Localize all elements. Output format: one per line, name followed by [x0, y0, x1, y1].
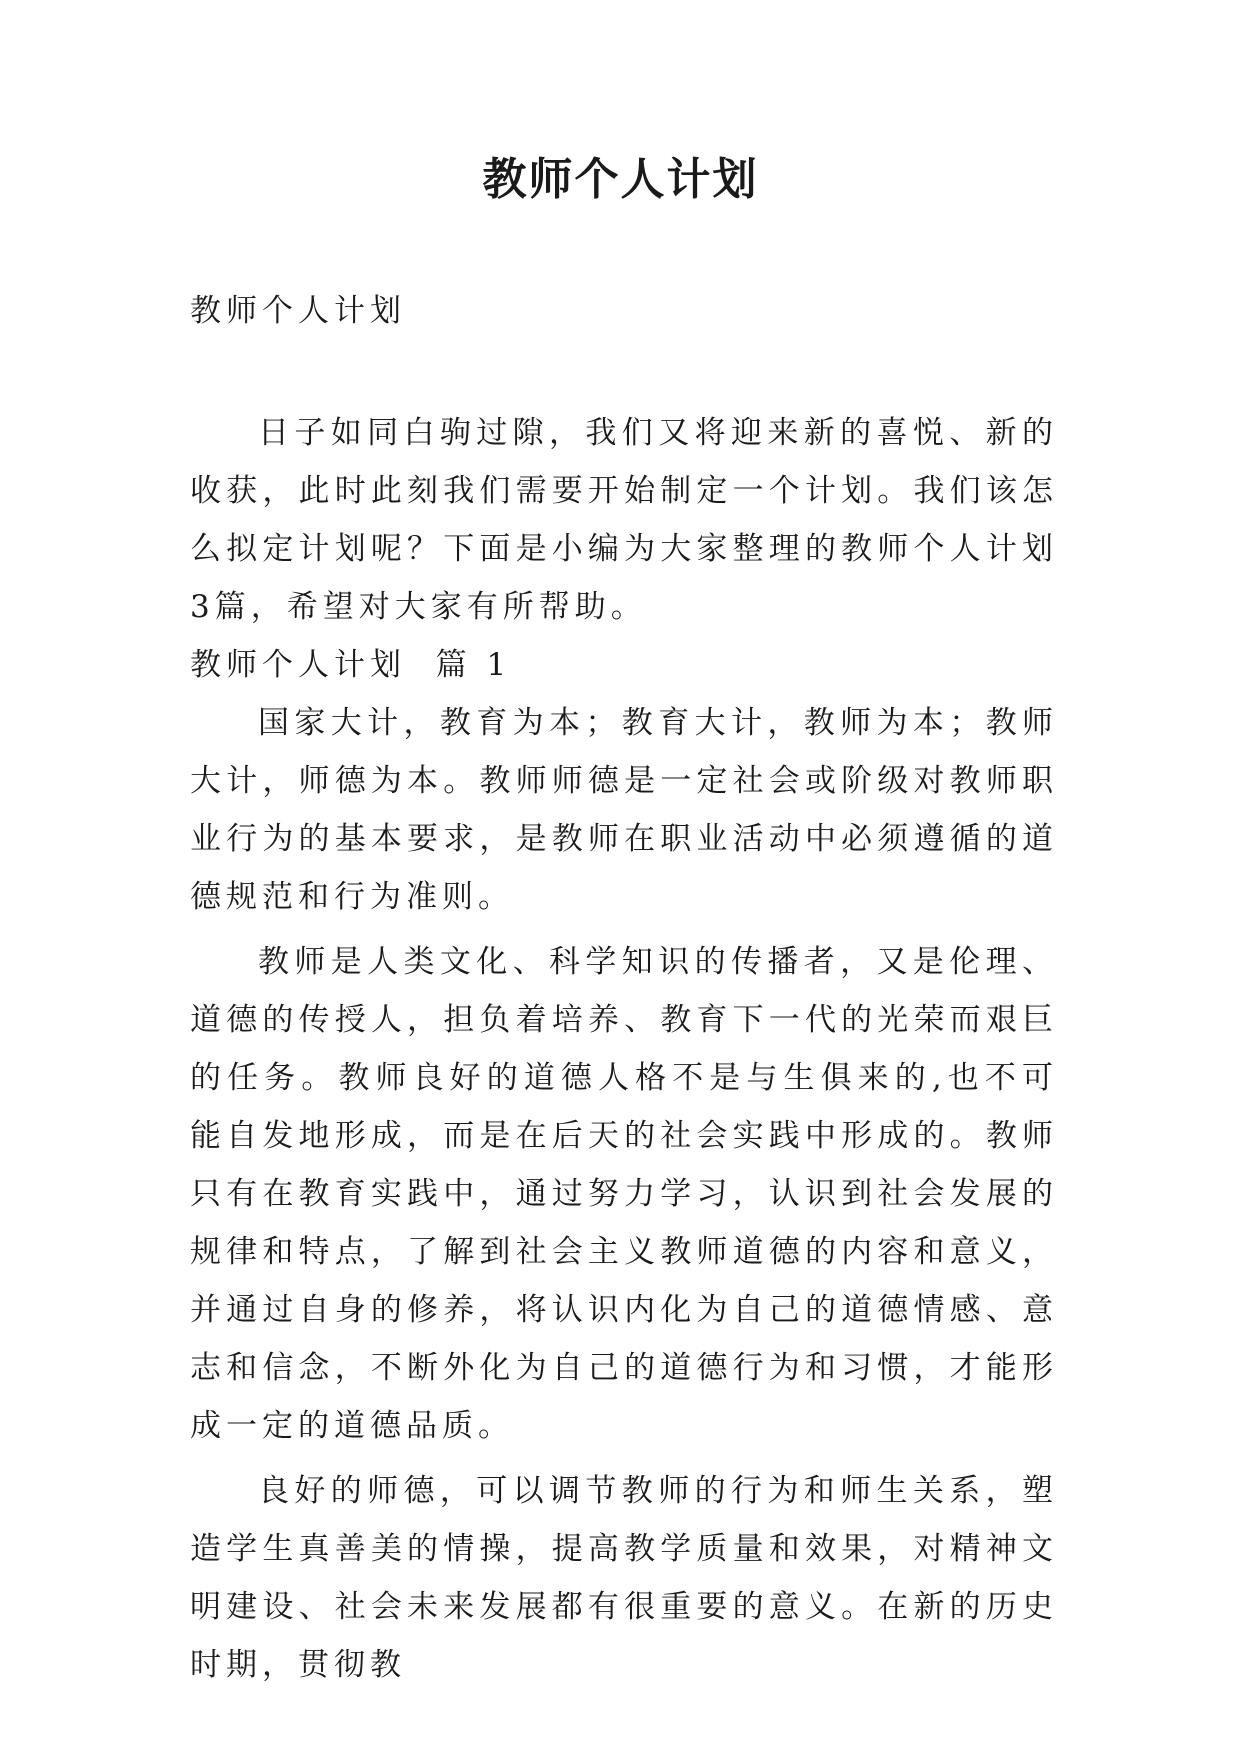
section-heading: 教师个人计划 篇 1	[190, 647, 512, 683]
document-subtitle: 教师个人计划	[190, 293, 406, 329]
spacer	[190, 340, 1058, 404]
body-paragraph: 良好的师德，可以调节教师的行为和师生关系，塑造学生真善美的情操，提高教学质量和效果，对精神文明建设、社会未来发展都有很重要的意义。在新的历史时期，贯彻教	[190, 1473, 1058, 1683]
body-paragraph: 国家大计，教育为本；教育大计，教师为本；教师大计，师德为本。教师师德是一定社会或阶级对教师职业行为的基本要求，是教师在职业活动中必须遵循的道德规范和行为准则。	[190, 705, 1058, 915]
document-title: 教师个人计划	[482, 154, 759, 205]
intro-paragraph: 日子如同白驹过隙，我们又将迎来新的喜悦、新的收获，此时此刻我们需要开始制定一个计划。我们该怎么拟定计划呢？下面是小编为大家整理的教师个人计划3篇，希望对大家有所帮助。	[190, 415, 1058, 625]
body-paragraph: 教师是人类文化、科学知识的传播者，又是伦理、道德的传授人，担负着培养、教育下一代的光荣而艰巨的任务。教师良好的道德人格不是与生俱来的,也不可能自发地形成，而是在后天的社会实践中形成的。教师只有在教育实践中，通过努力学习，认识到社会发展的规律和特点，了解到社会主义教师道德的内容和意义，并通过自身的修养，将认识内化为自己的道德情感、意志和信念，不断外化为自己的道德行为和习惯，才能形成一定的道德品质。	[190, 944, 1058, 1444]
document-body	[190, 282, 1058, 1694]
spacer	[190, 1455, 1058, 1462]
spacer	[190, 926, 1058, 933]
